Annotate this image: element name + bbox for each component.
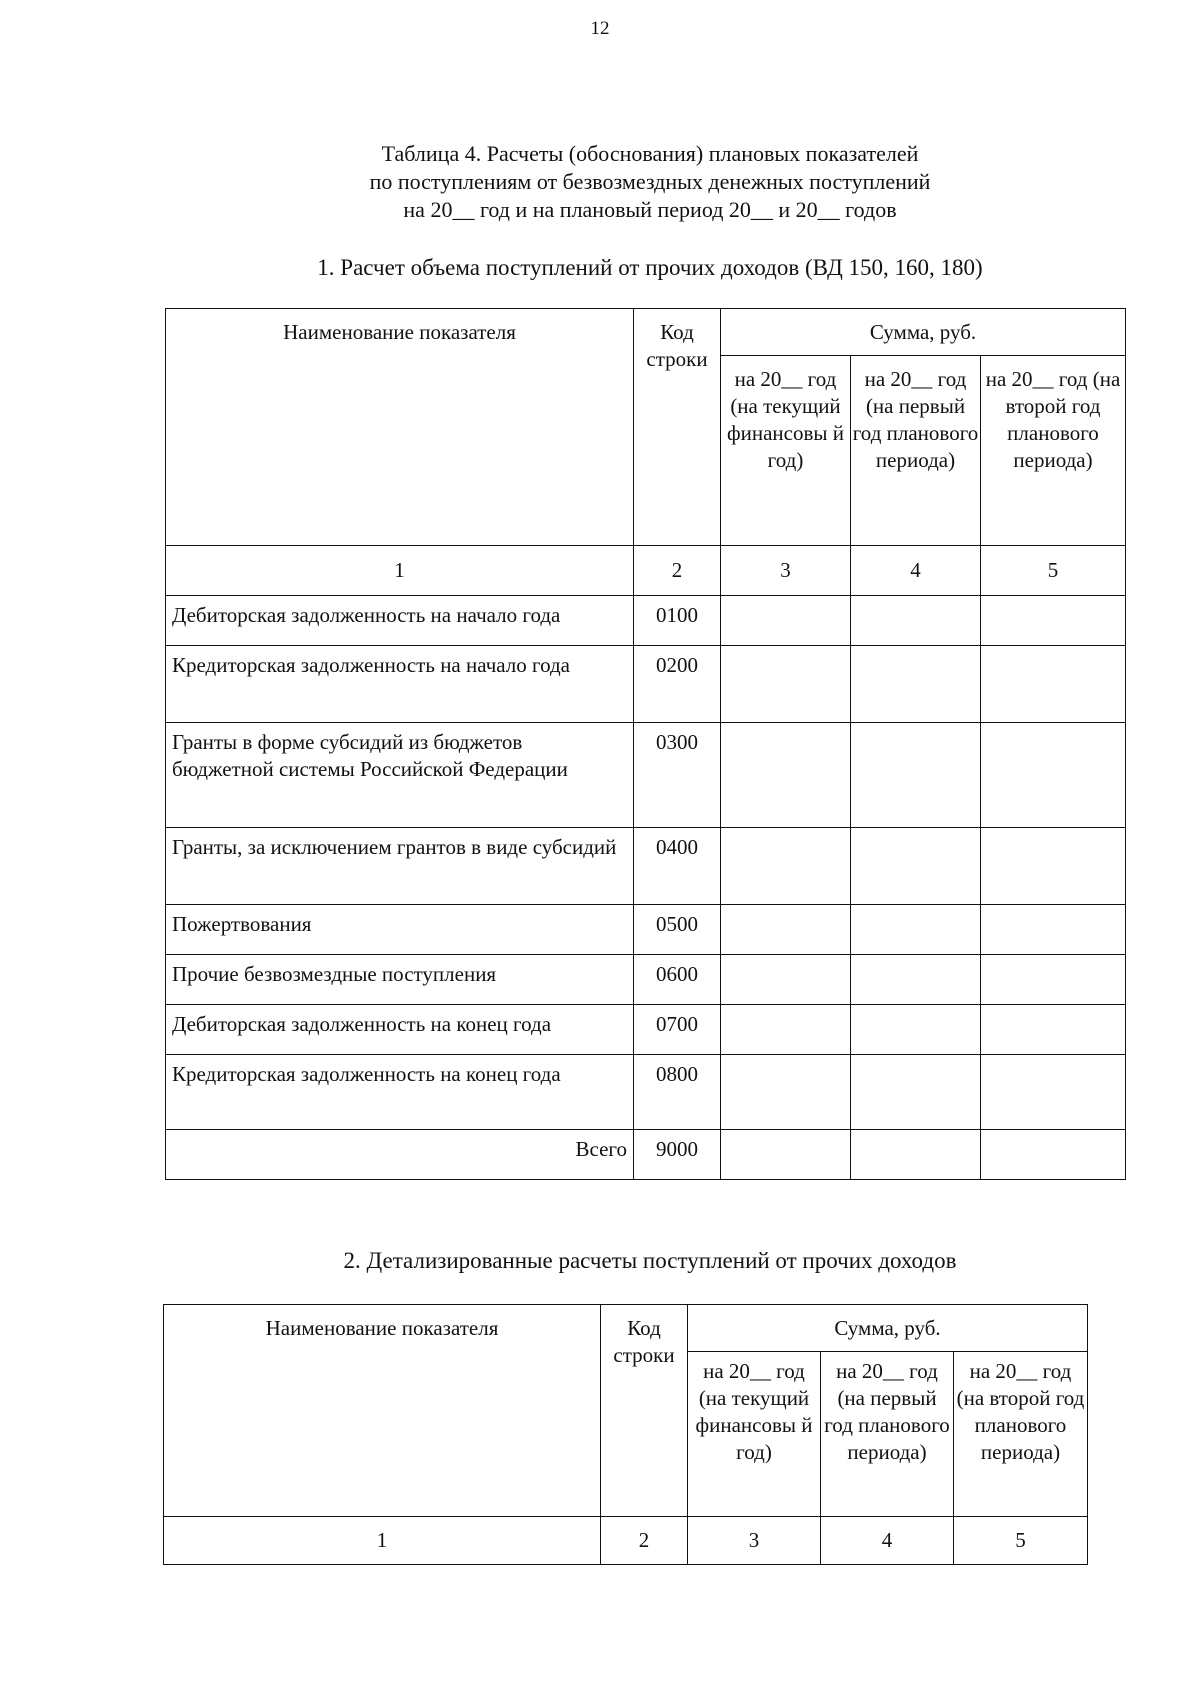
total-row	[166, 1130, 1126, 1180]
value-cell	[981, 828, 1126, 905]
header-name: Наименование показателя	[166, 309, 634, 546]
column-number: 1	[164, 1517, 601, 1565]
value-cell	[851, 646, 981, 723]
row-name: Дебиторская задолженность на конец года	[166, 1005, 634, 1055]
row-code: 0100	[634, 596, 721, 646]
column-number: 4	[851, 546, 981, 596]
value-cell	[981, 596, 1126, 646]
header-sum: Сумма, руб.	[688, 1305, 1088, 1352]
row-code: 0300	[634, 723, 721, 828]
value-cell	[721, 828, 851, 905]
column-number: 4	[821, 1517, 954, 1565]
value-cell	[981, 646, 1126, 723]
header-code: Код строки	[634, 309, 721, 546]
header-col-5: на 20__ год (на второй год планового периода)	[954, 1352, 1088, 1517]
column-number: 3	[721, 546, 851, 596]
row-code: 0500	[634, 905, 721, 955]
value-cell	[721, 1005, 851, 1055]
row-name: Кредиторская задолженность на начало года	[166, 646, 634, 723]
row-name: Дебиторская задолженность на начало года	[166, 596, 634, 646]
header-name: Наименование показателя	[164, 1305, 601, 1517]
column-number: 2	[634, 546, 721, 596]
header-sum: Сумма, руб.	[721, 309, 1126, 356]
value-cell	[981, 723, 1126, 828]
section-1-title: 1. Расчет объема поступлений от прочих доходов (ВД 150, 160, 180)	[317, 255, 983, 280]
row-code: 0600	[634, 955, 721, 1005]
column-number: 2	[601, 1517, 688, 1565]
value-cell	[721, 955, 851, 1005]
value-cell	[721, 646, 851, 723]
value-cell	[721, 1130, 851, 1180]
column-number: 5	[981, 546, 1126, 596]
row-code: 0200	[634, 646, 721, 723]
row-code: 0700	[634, 1005, 721, 1055]
table-row	[166, 1055, 1126, 1130]
table-row	[166, 955, 1126, 1005]
header-col-3: на 20__ год (на текущий финансовы й год)	[721, 356, 851, 546]
row-code: 0400	[634, 828, 721, 905]
row-name: Кредиторская задолженность на конец года	[166, 1055, 634, 1130]
column-number: 1	[166, 546, 634, 596]
value-cell	[981, 905, 1126, 955]
page-number: 12	[590, 18, 610, 39]
table-row	[166, 905, 1126, 955]
value-cell	[721, 723, 851, 828]
table-row	[166, 596, 1126, 646]
value-cell	[851, 723, 981, 828]
row-name: Прочие безвозмездные поступления	[166, 955, 634, 1005]
row-code: 0800	[634, 1055, 721, 1130]
header-col-3: на 20__ год (на текущий финансовы й год)	[688, 1352, 821, 1517]
section-1-table	[165, 308, 1126, 1180]
total-code: 9000	[634, 1130, 721, 1180]
value-cell	[851, 1130, 981, 1180]
value-cell	[851, 1055, 981, 1130]
value-cell	[721, 596, 851, 646]
header-code: Код строки	[601, 1305, 688, 1517]
caption-line: Таблица 4. Расчеты (обоснования) плановых показателей	[381, 141, 919, 166]
row-name: Пожертвования	[166, 905, 634, 955]
value-cell	[981, 955, 1126, 1005]
value-cell	[851, 828, 981, 905]
caption-line: по поступлениям от безвозмездных денежных поступлений	[369, 169, 931, 194]
column-number: 3	[688, 1517, 821, 1565]
value-cell	[981, 1130, 1126, 1180]
section-2-table	[163, 1304, 1088, 1565]
value-cell	[981, 1055, 1126, 1130]
value-cell	[721, 905, 851, 955]
table-row	[166, 646, 1126, 723]
value-cell	[851, 596, 981, 646]
value-cell	[981, 1005, 1126, 1055]
table-row	[166, 723, 1126, 828]
value-cell	[721, 1055, 851, 1130]
header-col-4: на 20__ год (на первый год планового периода)	[851, 356, 981, 546]
total-label: Всего	[166, 1130, 634, 1180]
value-cell	[851, 905, 981, 955]
header-col-4: на 20__ год (на первый год планового периода)	[821, 1352, 954, 1517]
row-name: Гранты в форме субсидий из бюджетов бюджетной системы Российской Федерации	[166, 723, 634, 828]
table-row	[166, 828, 1126, 905]
table-caption	[0, 140, 1200, 224]
header-col-5: на 20__ год (на второй год планового периода)	[981, 356, 1126, 546]
table-row	[166, 1005, 1126, 1055]
column-number: 5	[954, 1517, 1088, 1565]
row-name: Гранты, за исключением грантов в виде субсидий	[166, 828, 634, 905]
section-2-title: 2. Детализированные расчеты поступлений от прочих доходов	[343, 1248, 957, 1273]
value-cell	[851, 955, 981, 1005]
caption-line: на 20__ год и на плановый период 20__ и 20__ годов	[403, 197, 897, 222]
value-cell	[851, 1005, 981, 1055]
